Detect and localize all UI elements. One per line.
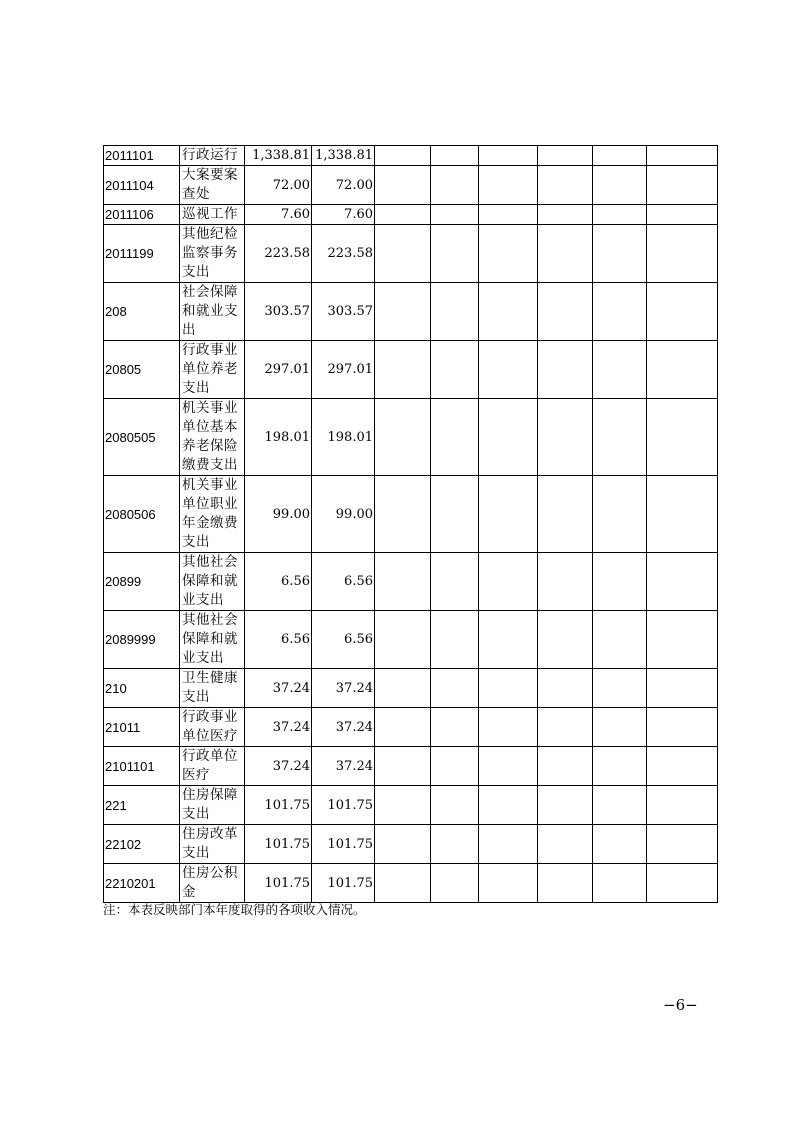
income-table: [103, 145, 718, 903]
empty-cell: [479, 864, 538, 903]
empty-cell: [375, 747, 431, 786]
amount-total-cell: 297.01: [245, 341, 312, 399]
code-cell: 20899: [104, 553, 180, 611]
empty-cell: [647, 166, 718, 205]
amount-fiscal-cell: 37.24: [312, 669, 375, 708]
empty-cell: [375, 399, 431, 476]
page-number: −6−: [663, 996, 698, 1014]
empty-cell: [593, 708, 647, 747]
empty-cell: [375, 864, 431, 903]
name-cell: 机关事业单位基本养老保险缴费支出: [180, 399, 245, 476]
empty-cell: [538, 825, 593, 864]
amount-total-cell: 198.01: [245, 399, 312, 476]
empty-cell: [593, 341, 647, 399]
amount-total-cell: 37.24: [245, 747, 312, 786]
table-row: [104, 825, 718, 864]
empty-cell: [479, 205, 538, 225]
amount-total-cell: 7.60: [245, 205, 312, 225]
table-row: [104, 341, 718, 399]
empty-cell: [593, 864, 647, 903]
code-cell: 2011101: [104, 146, 180, 166]
amount-fiscal-cell: 223.58: [312, 225, 375, 283]
code-cell: 2011106: [104, 205, 180, 225]
empty-cell: [593, 166, 647, 205]
empty-cell: [479, 341, 538, 399]
table-row: [104, 476, 718, 553]
name-cell: 住房改革支出: [180, 825, 245, 864]
empty-cell: [647, 146, 718, 166]
empty-cell: [593, 747, 647, 786]
empty-cell: [431, 825, 479, 864]
table-row: [104, 864, 718, 903]
amount-fiscal-cell: 303.57: [312, 283, 375, 341]
table-row: [104, 669, 718, 708]
empty-cell: [538, 747, 593, 786]
table-row: [104, 166, 718, 205]
amount-fiscal-cell: 297.01: [312, 341, 375, 399]
empty-cell: [647, 225, 718, 283]
empty-cell: [375, 166, 431, 205]
name-cell: 大案要案查处: [180, 166, 245, 205]
empty-cell: [538, 786, 593, 825]
empty-cell: [375, 205, 431, 225]
empty-cell: [431, 166, 479, 205]
empty-cell: [479, 146, 538, 166]
name-cell: 行政运行: [180, 146, 245, 166]
name-cell: 其他社会保障和就业支出: [180, 553, 245, 611]
empty-cell: [375, 225, 431, 283]
empty-cell: [647, 669, 718, 708]
amount-total-cell: 101.75: [245, 786, 312, 825]
empty-cell: [479, 553, 538, 611]
empty-cell: [431, 669, 479, 708]
amount-fiscal-cell: 6.56: [312, 611, 375, 669]
empty-cell: [375, 553, 431, 611]
name-cell: 住房公积金: [180, 864, 245, 903]
empty-cell: [647, 399, 718, 476]
empty-cell: [538, 341, 593, 399]
name-cell: 巡视工作: [180, 205, 245, 225]
empty-cell: [538, 553, 593, 611]
empty-cell: [593, 225, 647, 283]
amount-fiscal-cell: 37.24: [312, 708, 375, 747]
amount-total-cell: 37.24: [245, 669, 312, 708]
empty-cell: [431, 611, 479, 669]
empty-cell: [431, 283, 479, 341]
name-cell: 行政单位医疗: [180, 747, 245, 786]
table-row: [104, 146, 718, 166]
amount-fiscal-cell: 72.00: [312, 166, 375, 205]
amount-total-cell: 101.75: [245, 825, 312, 864]
table-note: 注：本表反映部门本年度取得的各项收入情况。: [103, 902, 366, 917]
amount-total-cell: 101.75: [245, 864, 312, 903]
empty-cell: [431, 476, 479, 553]
amount-total-cell: 303.57: [245, 283, 312, 341]
empty-cell: [593, 786, 647, 825]
empty-cell: [431, 786, 479, 825]
amount-fiscal-cell: 101.75: [312, 825, 375, 864]
code-cell: 2080506: [104, 476, 180, 553]
empty-cell: [479, 283, 538, 341]
table-row: [104, 205, 718, 225]
amount-total-cell: 37.24: [245, 708, 312, 747]
empty-cell: [479, 399, 538, 476]
empty-cell: [431, 205, 479, 225]
empty-cell: [479, 611, 538, 669]
name-cell: 行政事业单位养老支出: [180, 341, 245, 399]
empty-cell: [538, 708, 593, 747]
empty-cell: [375, 146, 431, 166]
empty-cell: [593, 476, 647, 553]
empty-cell: [375, 341, 431, 399]
empty-cell: [647, 786, 718, 825]
table-row: [104, 708, 718, 747]
empty-cell: [593, 146, 647, 166]
empty-cell: [479, 708, 538, 747]
empty-cell: [593, 283, 647, 341]
name-cell: 机关事业单位职业年金缴费支出: [180, 476, 245, 553]
empty-cell: [431, 146, 479, 166]
empty-cell: [593, 669, 647, 708]
name-cell: 社会保障和就业支出: [180, 283, 245, 341]
name-cell: 行政事业单位医疗: [180, 708, 245, 747]
empty-cell: [538, 611, 593, 669]
code-cell: 2089999: [104, 611, 180, 669]
name-cell: 卫生健康支出: [180, 669, 245, 708]
empty-cell: [479, 166, 538, 205]
empty-cell: [431, 341, 479, 399]
amount-fiscal-cell: 7.60: [312, 205, 375, 225]
empty-cell: [647, 205, 718, 225]
name-cell: 其他纪检监察事务支出: [180, 225, 245, 283]
amount-fiscal-cell: 6.56: [312, 553, 375, 611]
empty-cell: [538, 166, 593, 205]
empty-cell: [479, 476, 538, 553]
table-row: [104, 283, 718, 341]
code-cell: 2080505: [104, 399, 180, 476]
empty-cell: [431, 708, 479, 747]
code-cell: 22102: [104, 825, 180, 864]
code-cell: 2011104: [104, 166, 180, 205]
table-row: [104, 611, 718, 669]
empty-cell: [431, 553, 479, 611]
empty-cell: [375, 611, 431, 669]
empty-cell: [593, 611, 647, 669]
empty-cell: [647, 553, 718, 611]
empty-cell: [375, 825, 431, 864]
amount-fiscal-cell: 198.01: [312, 399, 375, 476]
amount-total-cell: 223.58: [245, 225, 312, 283]
code-cell: 2101101: [104, 747, 180, 786]
empty-cell: [375, 669, 431, 708]
empty-cell: [375, 476, 431, 553]
empty-cell: [593, 205, 647, 225]
empty-cell: [479, 669, 538, 708]
empty-cell: [431, 399, 479, 476]
amount-total-cell: 6.56: [245, 553, 312, 611]
code-cell: 21011: [104, 708, 180, 747]
empty-cell: [593, 399, 647, 476]
empty-cell: [647, 708, 718, 747]
table-row: [104, 747, 718, 786]
empty-cell: [431, 225, 479, 283]
table-row: [104, 399, 718, 476]
empty-cell: [479, 825, 538, 864]
empty-cell: [647, 341, 718, 399]
amount-fiscal-cell: 101.75: [312, 864, 375, 903]
empty-cell: [538, 225, 593, 283]
code-cell: 20805: [104, 341, 180, 399]
empty-cell: [431, 747, 479, 786]
amount-total-cell: 1,338.81: [245, 146, 312, 166]
table-row: [104, 225, 718, 283]
code-cell: 221: [104, 786, 180, 825]
empty-cell: [375, 708, 431, 747]
empty-cell: [538, 399, 593, 476]
amount-fiscal-cell: 99.00: [312, 476, 375, 553]
empty-cell: [479, 747, 538, 786]
amount-fiscal-cell: 1,338.81: [312, 146, 375, 166]
empty-cell: [647, 747, 718, 786]
empty-cell: [375, 786, 431, 825]
empty-cell: [538, 205, 593, 225]
empty-cell: [538, 146, 593, 166]
amount-total-cell: 99.00: [245, 476, 312, 553]
empty-cell: [593, 553, 647, 611]
empty-cell: [647, 283, 718, 341]
empty-cell: [431, 864, 479, 903]
code-cell: 2011199: [104, 225, 180, 283]
empty-cell: [375, 283, 431, 341]
empty-cell: [538, 476, 593, 553]
amount-total-cell: 6.56: [245, 611, 312, 669]
empty-cell: [538, 864, 593, 903]
empty-cell: [647, 611, 718, 669]
name-cell: 其他社会保障和就业支出: [180, 611, 245, 669]
code-cell: 208: [104, 283, 180, 341]
amount-fiscal-cell: 101.75: [312, 786, 375, 825]
empty-cell: [479, 225, 538, 283]
amount-fiscal-cell: 37.24: [312, 747, 375, 786]
empty-cell: [538, 669, 593, 708]
name-cell: 住房保障支出: [180, 786, 245, 825]
code-cell: 2210201: [104, 864, 180, 903]
empty-cell: [593, 825, 647, 864]
empty-cell: [538, 283, 593, 341]
table-row: [104, 786, 718, 825]
code-cell: 210: [104, 669, 180, 708]
empty-cell: [479, 786, 538, 825]
table-row: [104, 553, 718, 611]
empty-cell: [647, 864, 718, 903]
amount-total-cell: 72.00: [245, 166, 312, 205]
empty-cell: [647, 825, 718, 864]
empty-cell: [647, 476, 718, 553]
